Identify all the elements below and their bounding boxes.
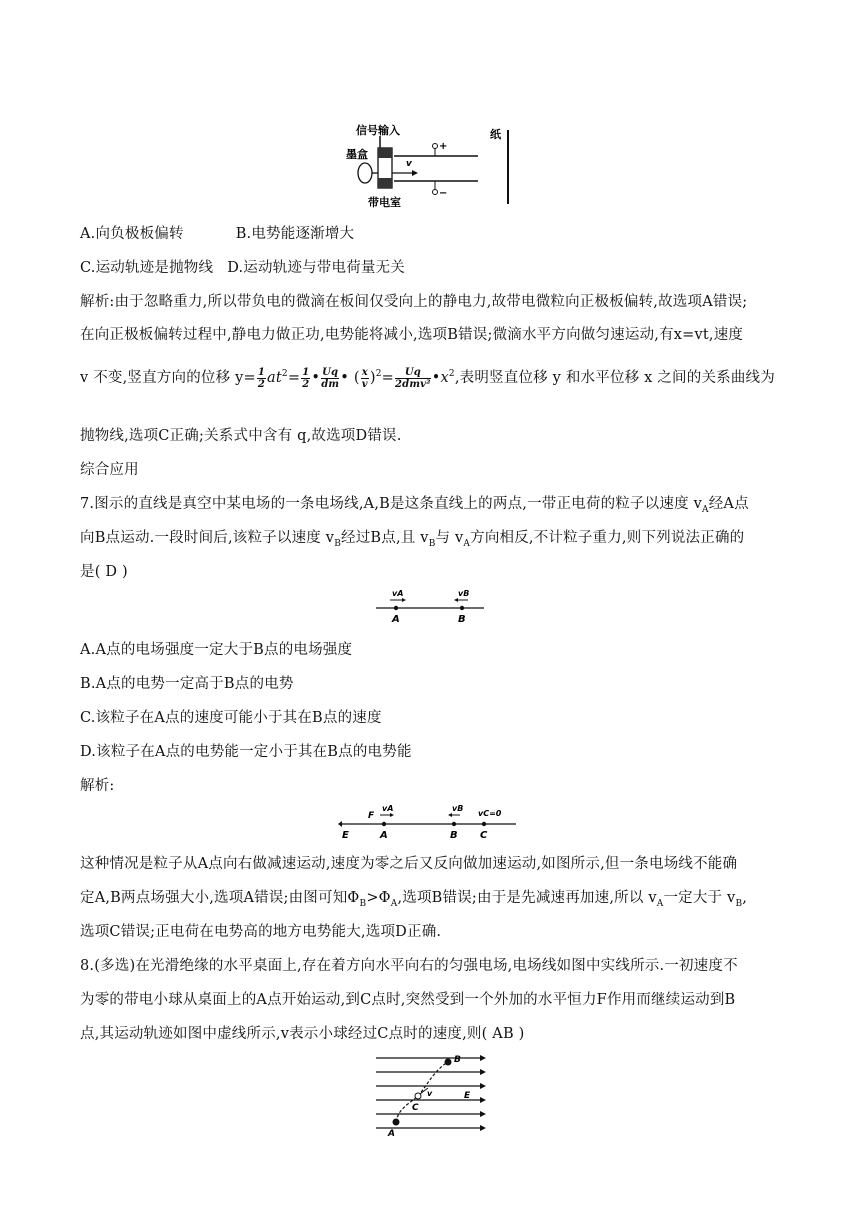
svg-text:F: F <box>368 811 375 821</box>
q6-analysis-3: v 不变,竖直方向的位移 y= $\frac{1}{2}$ $at^2=$ $\frac{1}{2}$ • $\frac{Uq}{dm}$ • ( $\frac{x}{v}$ )$^2$= $\frac{Uq}{\text{2dmv²}}$ $•x^2$,表明竖直位移 y 和水平位移 x 之间的关系曲线为 <box>80 366 775 390</box>
q8-stem-2: 为零的带电小球从桌面上的A点开始运动,到C点时,突然受到一个外加的水平恒力F作用而继续运动到B <box>80 992 736 1008</box>
q6-analysis-1: 解析:由于忽略重力,所以带负电的微滴在板间仅受向上的静电力,故带电微粒向正极板偏转,故选项A错误; <box>80 294 748 310</box>
svg-text:A: A <box>392 614 400 625</box>
svg-text:E: E <box>342 830 349 841</box>
ink-box <box>358 163 372 183</box>
paper-label: 纸 <box>490 128 501 141</box>
charge-room-label: 带电室 <box>368 196 401 209</box>
q7-stem-2: 向B点运动.一段时间后,该粒子以速度 $v_B$经过B点,且 $v_B$与 $v_A$方向相反,不计粒子重力,则下列说法正确的 <box>80 530 745 549</box>
q6-analysis-2: 在向正极板偏转过程中,静电力做正功,电势能将减小,选项B错误;微滴水平方向做匀速运动,有x=vt,速度 <box>80 327 744 343</box>
svg-text:A: A <box>380 830 388 841</box>
q7-analysis-2: 定A,B两点场强大小,选项A错误;由图可知$\Phi_B>\Phi_A$,选项B错误;由于是先减速再加速,所以 $v_A$一定大于 $v_B$, <box>80 890 748 909</box>
svg-text:+: + <box>439 141 448 152</box>
svg-text:E: E <box>464 1091 471 1101</box>
q6-analysis-4: 抛物线,选项C正确;关系式中含有 q,故选项D错误. <box>80 428 402 444</box>
q7-option-c: C.该粒子在A点的速度可能小于其在B点的速度 <box>80 710 382 726</box>
svg-text:vB: vB <box>458 589 470 598</box>
svg-text:vA: vA <box>392 589 404 598</box>
ink-box-label: 墨盒 <box>346 148 368 161</box>
q8-stem-3: 点,其运动轨迹如图中虚线所示,v表示小球经过C点时的速度,则( AB ) <box>80 1026 525 1042</box>
field-line-figure <box>372 586 488 626</box>
q7-stem-1: 7.图示的直线是真空中某电场的一条电场线,A,B是这条直线上的两点,一带正电荷的粒子以速度 $v_A$经A点 <box>80 496 749 515</box>
svg-text:B: B <box>454 1055 461 1065</box>
svg-text:B: B <box>450 830 458 841</box>
signal-input-label: 信号输入 <box>356 124 400 137</box>
q7-analysis-1: 这种情况是粒子从A点向右做减速运动,速度为零之后又反向做加速运动,如图所示,但一条电场线不能确 <box>80 856 738 872</box>
svg-text:−: − <box>439 188 448 199</box>
svg-text:C: C <box>480 830 488 841</box>
q7-stem-3: 是( D ) <box>80 564 128 580</box>
q7-analysis-3: 选项C错误;正电荷在电势高的地方电势能大,选项D正确. <box>80 924 442 940</box>
svg-text:A: A <box>388 1129 395 1136</box>
q8-stem-1: 8.(多选)在光滑绝缘的水平桌面上,存在着方向水平向右的匀强电场,电场线如图中实线所示.一初速度不 <box>80 958 738 974</box>
q7-option-b: B.A点的电势一定高于B点的电势 <box>80 676 294 692</box>
svg-text:B: B <box>458 614 466 625</box>
q6-option-c: C.运动轨迹是抛物线 D.运动轨迹与带电荷量无关 <box>80 260 406 276</box>
trajectory-figure <box>372 1050 488 1136</box>
svg-text:v: v <box>406 159 412 169</box>
inkjet-figure <box>340 118 530 216</box>
svg-text:v: v <box>427 1089 433 1098</box>
section-title: 综合应用 <box>80 462 139 478</box>
q6-option-b: B.电势能逐渐增大 <box>235 226 355 242</box>
svg-text:vB: vB <box>452 804 464 813</box>
motion-analysis-figure <box>338 800 518 842</box>
q7-analysis-label: 解析: <box>80 778 115 794</box>
q6-option-d: D.运动轨迹与带电荷量无关 <box>227 260 406 276</box>
svg-text:vC=0: vC=0 <box>478 809 502 818</box>
q7-option-d: D.该粒子在A点的电势能一定小于其在B点的电势能 <box>80 744 412 760</box>
q6-option-a: A.向负极板偏转 B.电势能逐渐增大 <box>80 226 355 242</box>
svg-text:C: C <box>412 1103 419 1113</box>
svg-text:vA: vA <box>382 804 394 813</box>
q7-option-a: A.A点的电场强度一定大于B点的电场强度 <box>80 642 353 658</box>
